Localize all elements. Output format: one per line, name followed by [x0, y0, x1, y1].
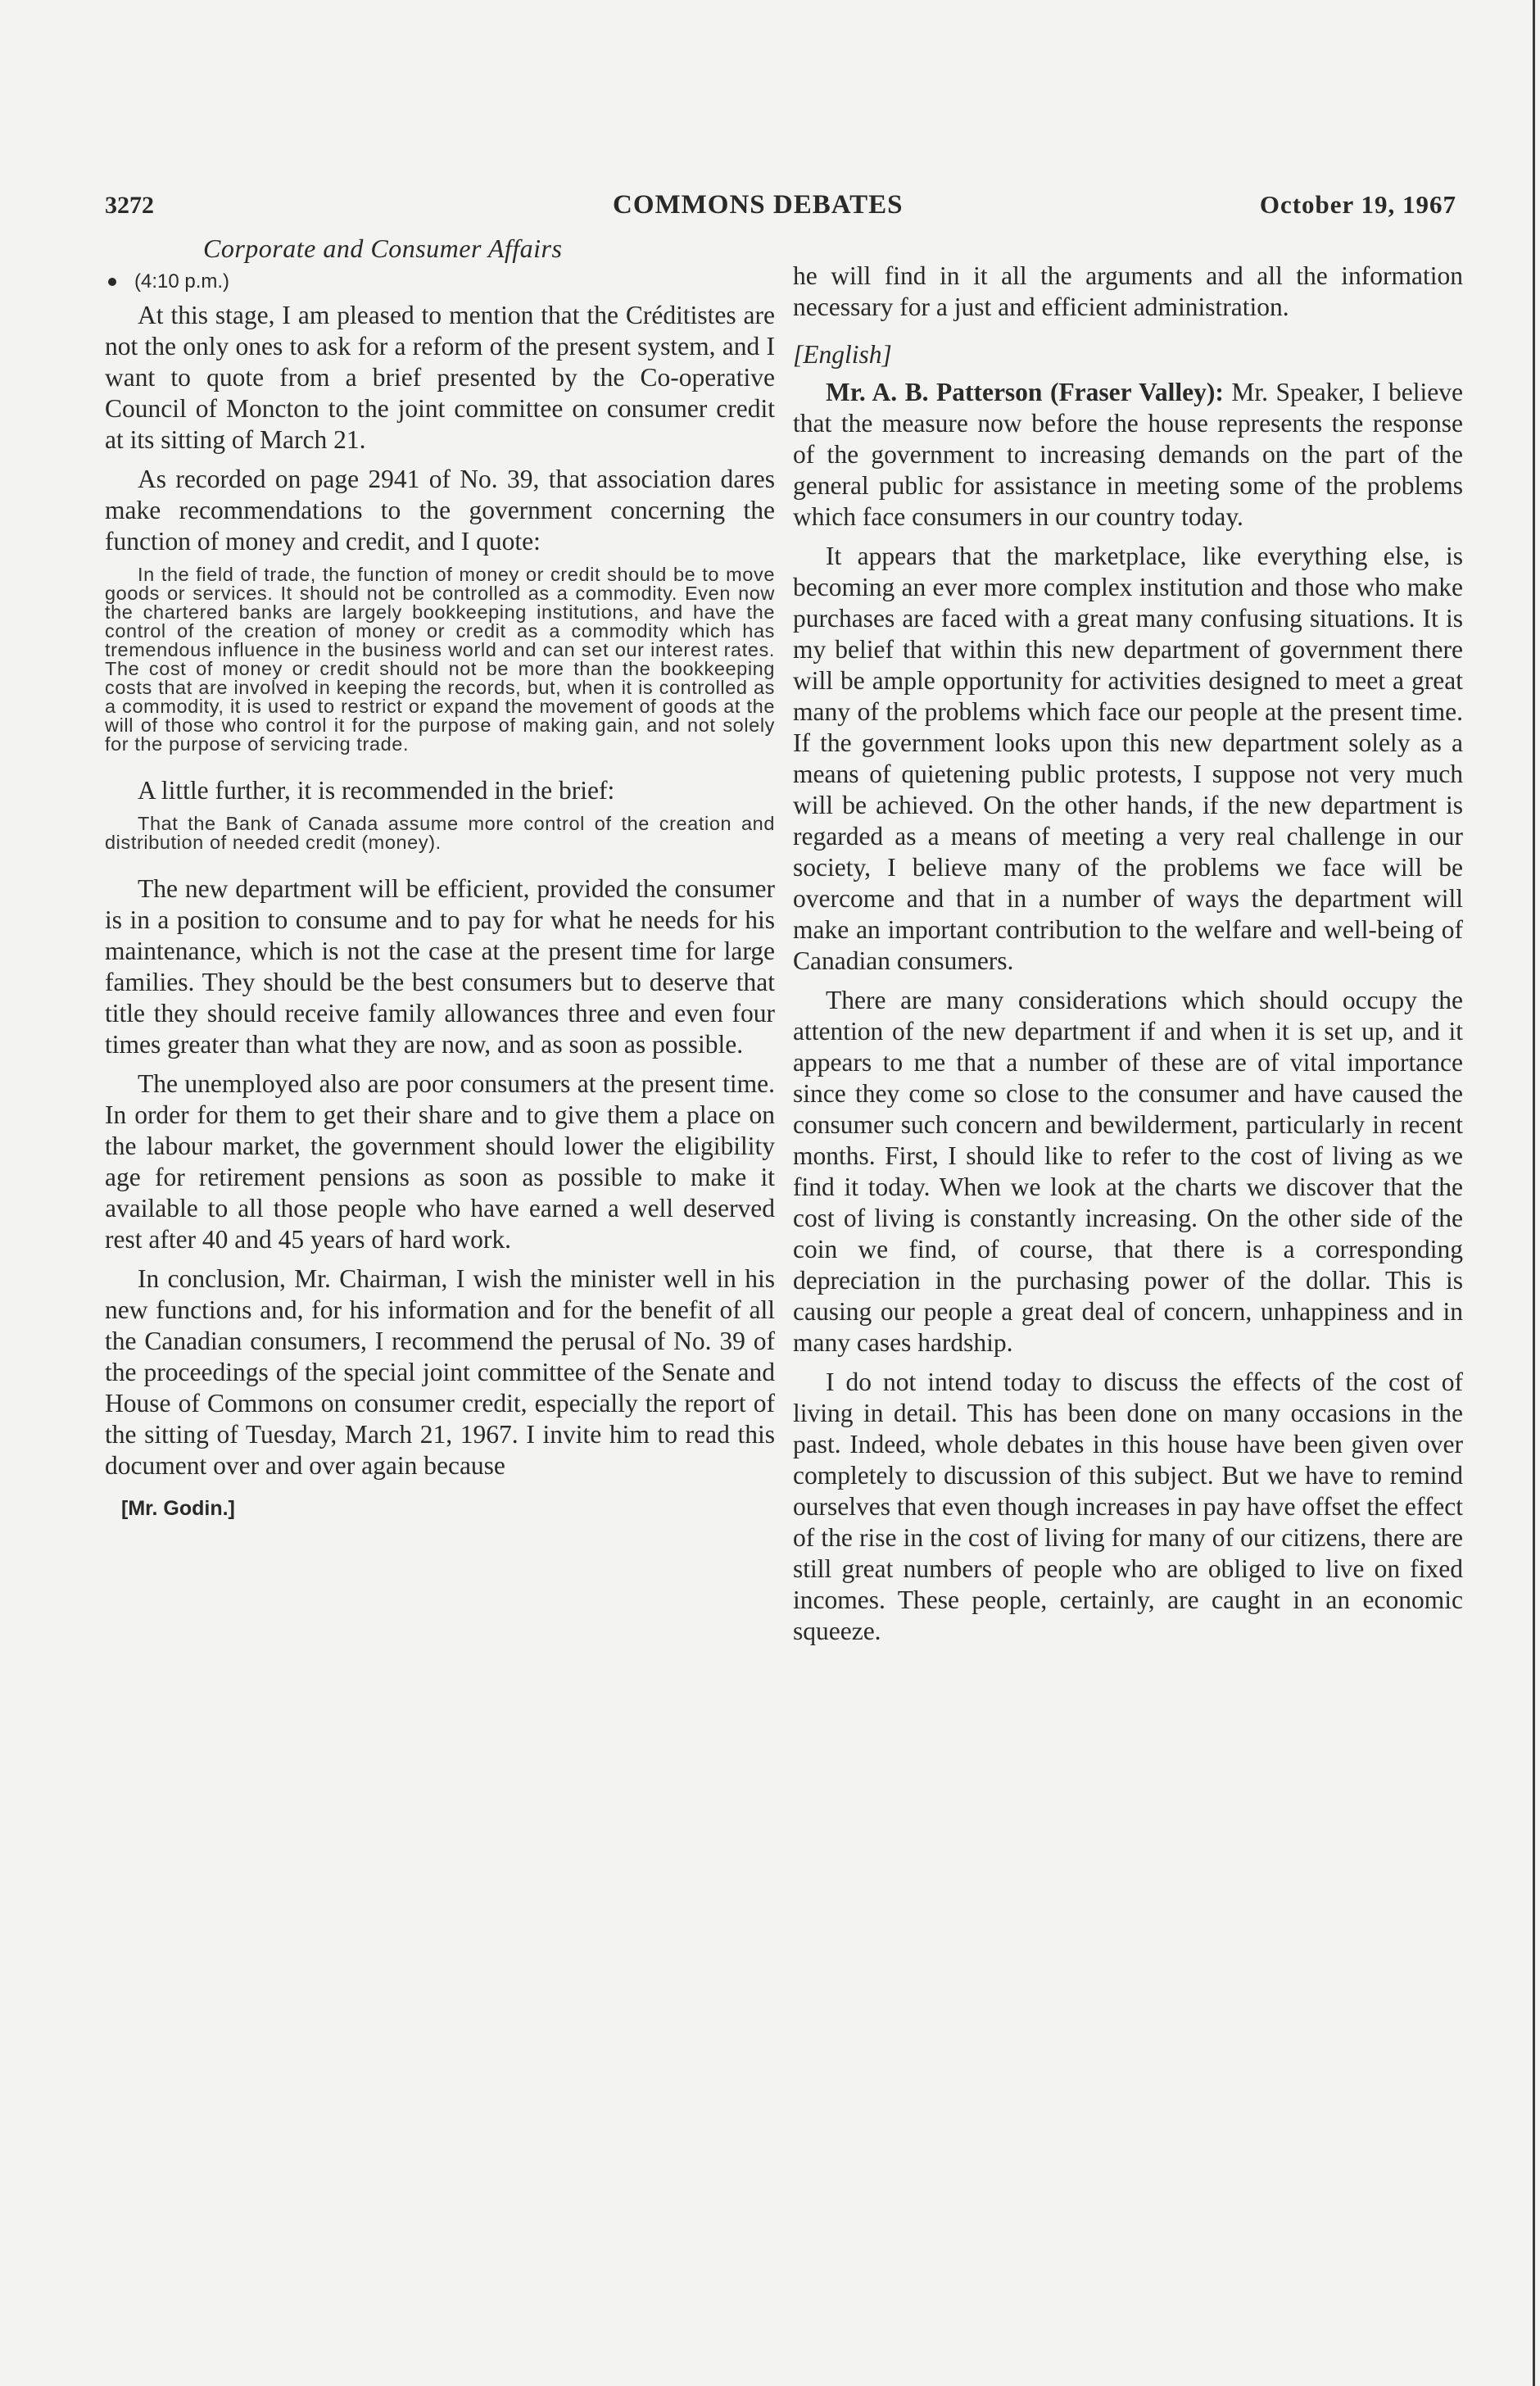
paragraph: The unemployed also are poor consumers at the present time. In order for them to get their share and to give them a place on the labour market, the government should lower the eligibility age for retirement pensions as soon as possible to make it available to all those people who have earned a well deserved rest after 40 and 45 years of hard work.: [105, 1069, 775, 1254]
bullet-icon: [108, 278, 116, 286]
page-header: [105, 187, 1456, 228]
speaker-name: Mr. A. B. Patterson (Fraser Valley):: [826, 378, 1224, 406]
time-stamp: [105, 269, 775, 295]
block-quote: In the field of trade, the function of money or credit should be to move goods or services. It should not be controlled as a commodity. Even now the chartered banks are largely bookkeeping institutions, and have the control of the creation of money or credit as a commodity which has tremendous influence in the business world and can set our interest rates. The cost of money or credit should not be more than the bookkeeping costs that are involved in keeping the records, but, when it is controlled as a commodity, it is used to restrict or expand the movement of goods at the will of those who control it for the purpose of making gain, and not solely for the purpose of servicing trade.: [105, 564, 775, 755]
section-subheading: Corporate and Consumer Affairs: [203, 234, 563, 263]
publication-date: October 19, 1967: [1259, 190, 1456, 219]
right-column: [793, 261, 1463, 1655]
paragraph: In conclusion, Mr. Chairman, I wish the minister well in his new functions and, for his information and for the benefit of all the Canadian consumers, I recommend the perusal of No. 39 of the proceedings of the special joint committee of the Senate and House of Commons on consumer credit, especially the report of the sitting of Tuesday, March 21, 1967. I invite him to read this document over and over again because: [105, 1264, 775, 1480]
page-edge-shadow: [1533, 0, 1535, 2386]
time-text: (4:10 p.m.): [134, 270, 230, 293]
paragraph: It appears that the marketplace, like everything else, is becoming an ever more complex institution and those who make purchases are faced with a great many confusing situations. It is my belief that within this new department of government there will be ample opportunity for activities designed to meet a great many of the problems which face our people at the present time. If the government looks upon this new department solely as a means of quietening public protests, I suppose not very much will be achieved. On the other hands, if the new department is regarded as a means of meeting a very real challenge in our society, I believe many of the problems we face will be overcome and that in a number of ways the department will make an important contribution to the welfare and well-being of Canadian consumers.: [793, 542, 1463, 975]
paragraph: As recorded on page 2941 of No. 39, that association dares make recommendations to the government concerning the function of money and credit, and I quote:: [105, 465, 775, 556]
language-marker: [English]: [793, 340, 892, 369]
paragraph: At this stage, I am pleased to mention that the Créditistes are not the only ones to ask for a reform of the present system, and I want to quote from a brief presented by the Co-operative Council of Moncton to the joint committee on consumer credit at its sitting of March 21.: [105, 301, 775, 454]
paragraph: A little further, it is recommended in the brief:: [138, 776, 615, 805]
speaker-signature: [Mr. Godin.]: [121, 1497, 235, 1520]
page-number: 3272: [105, 192, 154, 219]
paragraph: I do not intend today to discuss the effects of the cost of living in detail. This has been done on many occasions in the past. Indeed, whole debates in this house have been given over completely to discussion of this subject. But we have to remind ourselves that even though increases in pay have offset the effect of the rise in the cost of living for many of our citizens, there are still great numbers of people who are obliged to live on fixed incomes. These people, certainly, are caught in an economic squeeze.: [793, 1368, 1463, 1645]
paragraph: he will find in it all the arguments and all the information necessary for a just and efficient administration.: [793, 261, 1463, 321]
block-quote: That the Bank of Canada assume more control of the creation and distribution of needed credit (money).: [105, 813, 775, 853]
paragraph: There are many considerations which should occupy the attention of the new department if and when it is set up, and it appears to me that a number of these are of vital importance since they come so close to the consumer and have caused the consumer such concern and bewilderment, particularly in recent months. First, I should like to refer to the cost of living as we find it today. When we look at the charts we discover that the cost of living is constantly increasing. On the other side of the coin we find, of course, that there is a corresponding depreciation in the purchasing power of the dollar. This is causing our people a great deal of concern, unhappiness and in many cases hardship.: [793, 986, 1463, 1357]
paragraph: The new department will be efficient, provided the consumer is in a position to consume and to pay for what he needs for his maintenance, which is not the case at the present time for large families. They should be the best consumers but to deserve that title they should receive family allowances three and even four times greater than what they are now, and as soon as possible.: [105, 874, 775, 1059]
speech-text: Mr. Speaker, I believe that the measure now before the house represents the response of the government to increasing demands on the part of the general public for assistance in meeting some of the problems which face consumers in our country today.: [793, 378, 1464, 531]
paragraph-speech-start: [793, 377, 1463, 533]
publication-title: COMMONS DEBATES: [613, 190, 904, 220]
left-column: [105, 233, 775, 1524]
